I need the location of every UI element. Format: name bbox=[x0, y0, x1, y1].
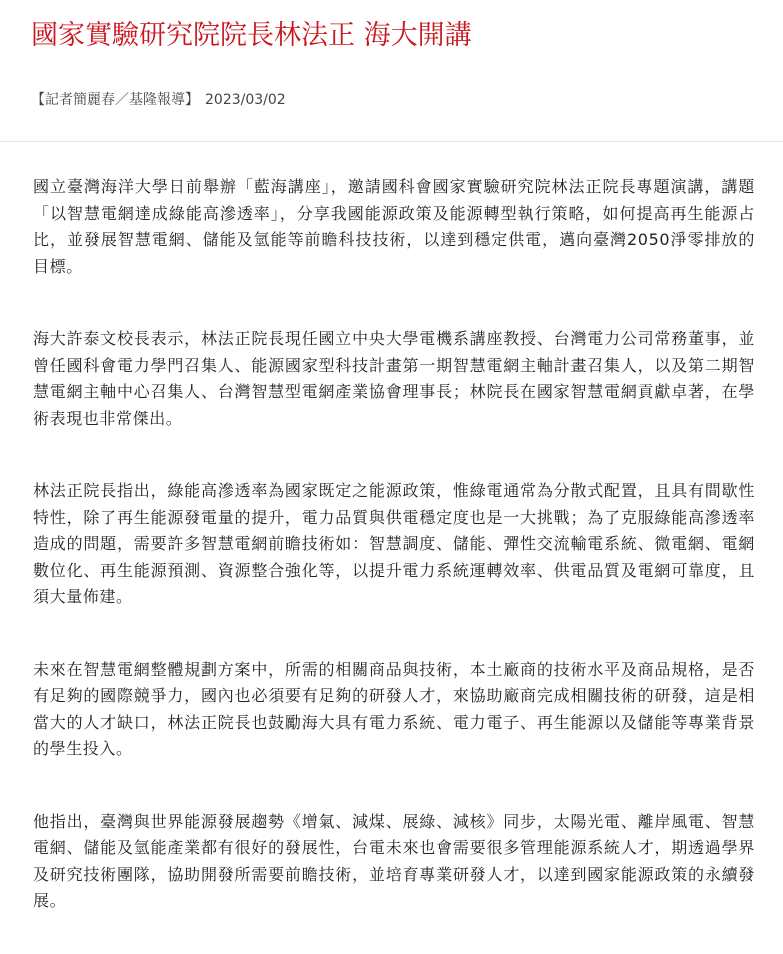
article-body bbox=[33, 174, 755, 915]
byline bbox=[31, 89, 286, 111]
article-paragraph-1: 國立臺灣海洋大學日前舉辦「藍海講座」，邀請國科會國家實驗研究院林法正院長專題演講，講題「以智慧電網達成綠能高滲透率」，分享我國能源政策及能源轉型執行策略，如何提高再生能源占比，並發展智慧電網、儲能及氫能等前瞻科技技術，以達到穩定供電，邁向臺灣2050淨零排放的目標。 bbox=[33, 177, 755, 276]
article-paragraph-2: 海大許泰文校長表示，林法正院長現任國立中央大學電機系講座教授、台灣電力公司常務董事，並曾任國科會電力學門召集人、能源國家型科技計畫第一期智慧電網主軸計畫召集人，以及第二期智慧電網主軸中心召集人、台灣智慧型電網產業協會理事長；林院長在國家智慧電網貢獻卓著，在學術表現也非常傑出。 bbox=[33, 329, 755, 428]
reporter-credit: 【記者簡麗春／基隆報導】 bbox=[31, 92, 199, 108]
publish-date: 2023/03/02 bbox=[205, 92, 286, 108]
article-title: 國家實驗研究院院長林法正 海大開講 bbox=[31, 20, 472, 51]
header-divider bbox=[0, 141, 783, 142]
article-paragraph-5: 他指出，臺灣與世界能源發展趨勢《增氣、減煤、展綠、減核》同步，太陽光電、離岸風電、智慧電網、儲能及氫能產業都有很好的發展性，台電未來也會需要很多管理能源系統人才，期透過學界及研究技術團隊，協助開發所需要前瞻技術，並培育專業研發人才，以達到國家能源政策的永續發展。 bbox=[33, 811, 755, 910]
article-paragraph-4: 未來在智慧電網整體規劃方案中，所需的相關商品與技術，本土廠商的技術水平及商品規格，是否有足夠的國際競爭力，國內也必須要有足夠的研發人才，來協助廠商完成相關技術的研發，這是相當大的人才缺口，林法正院長也鼓勵海大具有電力系統、電力電子、再生能源以及儲能等專業背景的學生投入。 bbox=[33, 659, 755, 758]
article-paragraph-3: 林法正院長指出，綠能高滲透率為國家既定之能源政策，惟綠電通常為分散式配置，且具有間歇性特性，除了再生能源發電量的提升，電力品質與供電穩定度也是一大挑戰；為了克服綠能高滲透率造成的問題，需要許多智慧電網前瞻技術如：智慧調度、儲能、彈性交流輸電系統、微電網、電網數位化、再生能源預測、資源整合強化等，以提升電力系統運轉效率、供電品質及電網可靠度，且須大量佈建。 bbox=[33, 481, 755, 606]
